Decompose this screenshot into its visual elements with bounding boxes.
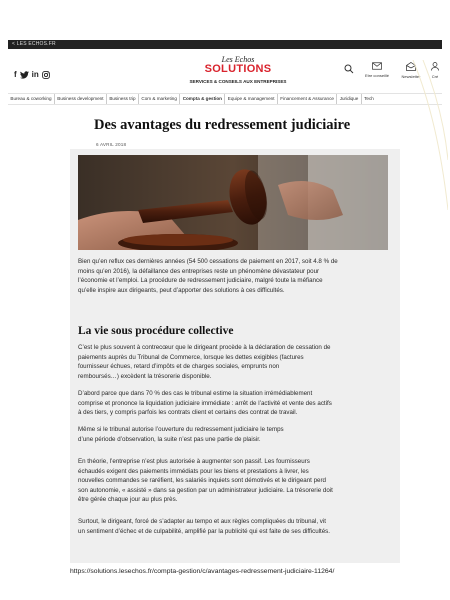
twitter-icon[interactable] (20, 71, 29, 79)
logo-solutions: SOLUTIONS (204, 63, 272, 75)
article-intro: Bien qu’en reflux ces dernières années (54 500 cessations de paiement en 2017, soit 4.8 % de moins qu’en 2016), la défaillance des entreprises reste un phénomène dévastateur pour l’économie et l’emploi. La procédure de redressement judiciaire, malgré toute la méfiance qu’elle inspire aux dirigeants, peut d’apporter des solutions à ces difficultés. (78, 258, 338, 294)
nav-item-juridique[interactable]: Juridique (337, 94, 361, 104)
logo-les-echos: Les Echos (221, 55, 255, 64)
instagram-icon[interactable] (42, 71, 50, 79)
linkedin-icon[interactable]: in (31, 70, 39, 79)
article-title: Des avantages du redressement judiciaire (94, 117, 351, 133)
paragraph-4: En théorie, l’entreprise n’est plus autorisée à augmenter son passif. Les fournisseurs échaudés exigent des paiements immédiats pour les biens et prestations à livrer, les nouvelles commandes se raréfient, les salariés inquiets sont démotivés et le dirigeant perd son autonomie, « assisté » dans sa gestion par un administrateur judiciaire. La trésorerie doit être gérée chaque jour au plus près. (78, 458, 333, 504)
contact-button[interactable] (360, 62, 394, 78)
social-links (14, 70, 50, 79)
paragraph-3: Même si le tribunal autorise l’ouverture du redressement judiciaire le temps d’une période d’observation, la suite n’est pas une partie de plaisir. (78, 426, 284, 443)
nav-item-equipe-management[interactable]: Equipe & management (225, 94, 278, 104)
site-header (8, 52, 442, 92)
paragraph-1: C’est le plus souvent à contrecœur que le dirigeant procède à la déclaration de cessation de paiements auprès du Tribunal de Commerce, lorsque les dettes exigibles (factures fournisseur échues, retard d’impôts et de charges sociales, emprunts non remboursés…) excèdent la trésorerie disponible. (78, 344, 331, 380)
category-nav (8, 93, 442, 105)
account-label: Cré (431, 74, 439, 79)
newsletter-label: Newsletter (401, 74, 421, 79)
search-button[interactable] (338, 62, 360, 74)
nav-item-com-marketing[interactable]: Com & marketing (139, 94, 180, 104)
nav-item-business-trip[interactable]: Business trip (107, 94, 139, 104)
facebook-icon[interactable]: f (14, 70, 17, 79)
site-logo[interactable] (188, 56, 288, 75)
nav-item-tech[interactable]: Tech (364, 96, 374, 101)
top-bar (8, 40, 442, 49)
paragraph-2: D’abord parce que dans 70 % des cas le tribunal estime la situation irrémédiablement comprise et prononce la liquidation judiciaire immédiate : arrêt de l’activité et vente des actifs à des tiers, y compris parfois les contrats client et certains des contrat de travail. (78, 390, 332, 417)
nav-item-business-development[interactable]: Business development (55, 94, 107, 104)
article-date: 6 AVRIL 2018 (96, 142, 127, 147)
decorative-lines (408, 60, 448, 210)
nav-item-compta-gestion[interactable]: Compta & gestion (180, 94, 225, 105)
contact-label: Etre conseillé (364, 73, 389, 78)
paragraph-5: Surtout, le dirigeant, forcé de s’adapter au tempo et aux règles compliquées du tribunal, vit un sentiment d’échec et de culpabilité, amplifié par la publicité qui est faite de ses difficultés. (78, 518, 330, 535)
nav-item-financement[interactable]: Financement & Assurance (278, 94, 337, 104)
nav-item-bureau[interactable]: Bureau & coworking (8, 94, 55, 104)
search-icon (344, 64, 354, 74)
hero-image-gavel (78, 155, 388, 250)
source-url[interactable]: https://solutions.lesechos.fr/compta-gestion/c/avantages-redressement-judiciaire-11264/ (70, 568, 335, 575)
section-title: La vie sous procédure collective (78, 325, 234, 337)
site-tagline: SERVICES & CONSEILS AUX ENTREPRISES (189, 79, 287, 84)
back-to-lesechos-link[interactable]: < LES ECHOS.FR (12, 41, 56, 47)
article-body (70, 149, 400, 563)
mail-icon (372, 62, 382, 70)
